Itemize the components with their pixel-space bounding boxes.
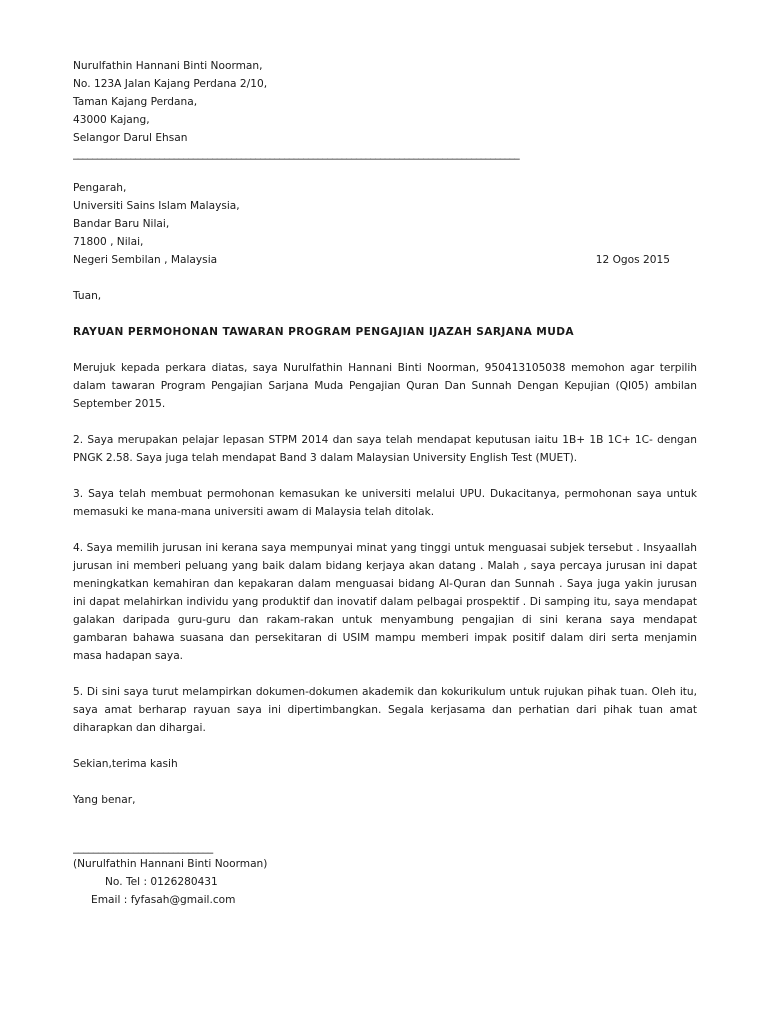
sender-address-line: 43000 Kajang, — [73, 114, 150, 126]
paragraph-3: 3. Saya telah membuat permohonan kemasukan ke universiti melalui UPU. Dukacitanya, permohonan saya untuk memasuki ke mana-mana universiti awam di Malaysia telah ditolak. — [73, 488, 697, 518]
recipient-address-line: Negeri Sembilan , Malaysia — [73, 254, 218, 266]
paragraph-2: 2. Saya merupakan pelajar lepasan STPM 2014 dan saya telah mendapat keputusan iaitu 1B+ 1B 1C+ 1C- dengan PNGK 2.58. Saya juga telah mendapat Band 3 dalam Malaysian University English Test (MUET). — [73, 434, 697, 464]
signature-line: ____________________________ — [73, 842, 213, 854]
signer-phone: No. Tel : 0126280431 — [105, 876, 218, 888]
recipient-org: Universiti Sains Islam Malaysia, — [73, 200, 240, 212]
paragraph-4: 4. Saya memilih jurusan ini kerana saya mempunyai minat yang tinggi untuk menguasai subjek tersebut . Insyaallah jurusan ini memberi peluang yang baik dalam bidang kerjaya akan datang . Malah , saya percaya jurusan ini dapat meningkatkan kemahiran dan kepakaran dalam menguasai bidang Al-Quran dan Sunnah . Saya juga yakin jurusan ini dapat melahirkan individu yang produktif dan inovatif dalam pelbagai prospektif . Di samping itu, saya mendapat galakan daripada guru-guru dan rakam-rakan untuk menyambung pengajian di sini kerana saya mendapat gambaran bahawa suasana dan persekitaran di USIM mampu memberi impak positif dalam diri serta menjamin masa hadapan saya. — [73, 542, 697, 662]
sender-address-line: Taman Kajang Perdana, — [73, 96, 198, 108]
recipient-block — [73, 179, 697, 269]
recipient-address-line: 71800 , Nilai, — [73, 236, 144, 248]
recipient-title: Pengarah, — [73, 182, 127, 194]
closing-signoff: Yang benar, — [73, 794, 136, 806]
sender-name: Nurulfathin Hannani Binti Noorman, — [73, 60, 263, 72]
letter-subject: RAYUAN PERMOHONAN TAWARAN PROGRAM PENGAJIAN IJAZAH SARJANA MUDA — [73, 326, 575, 338]
recipient-date-row — [73, 251, 697, 269]
salutation: Tuan, — [73, 290, 102, 302]
sender-address-line: No. 123A Jalan Kajang Perdana 2/10, — [73, 78, 268, 90]
sender-block — [73, 57, 697, 147]
paragraph-5: 5. Di sini saya turut melampirkan dokumen-dokumen akademik dan kokurikulum untuk rujukan pihak tuan. Oleh itu, saya amat berharap rayuan saya ini dipertimbangkan. Segala kerjasama dan perhatian dari pihak tuan amat diharapkan dan dihargai. — [73, 686, 697, 734]
sender-address-line: Selangor Darul Ehsan — [73, 132, 188, 144]
signer-email: Email : fyfasah@gmail.com — [91, 894, 236, 906]
letter-page — [73, 57, 697, 909]
signer-name: (Nurulfathin Hannani Binti Noorman) — [73, 858, 268, 870]
header-separator: _____________________________________________________________________________________________ — [73, 148, 520, 160]
closing-thanks: Sekian,terima kasih — [73, 758, 178, 770]
recipient-address-line: Bandar Baru Nilai, — [73, 218, 170, 230]
paragraph-intro: Merujuk kepada perkara diatas, saya Nurulfathin Hannani Binti Noorman, 950413105038 memohon agar terpilih dalam tawaran Program Pengajian Sarjana Muda Pengajian Quran Dan Sunnah Dengan Kepujian (QI05) ambilan September 2015. — [73, 362, 697, 410]
letter-date: 12 Ogos 2015 — [595, 254, 670, 266]
